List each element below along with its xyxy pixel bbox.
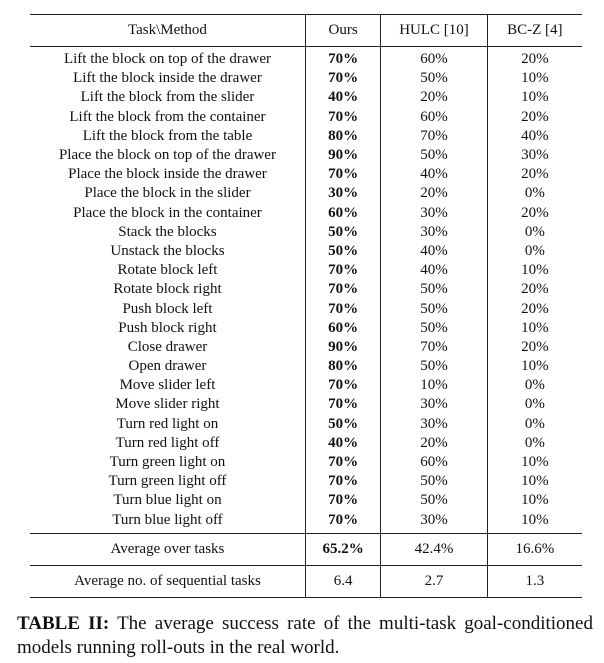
hulc-cell: 70% [381, 127, 487, 146]
results-table-container [30, 14, 582, 598]
table-caption [17, 612, 593, 660]
bcz-cell: 10% [487, 453, 582, 472]
task-cell: Place the block in the slider [84, 185, 251, 202]
ours-cell: 50% [305, 415, 380, 434]
task-cell: Close drawer [127, 338, 208, 355]
ours-cell: 70% [305, 453, 380, 472]
header-task: Task\Method [127, 22, 207, 38]
task-cell: Lift the block inside the drawer [73, 70, 262, 87]
ours-cell: 70% [305, 511, 380, 534]
ours-cell: 90% [305, 146, 380, 165]
table-row [30, 88, 582, 107]
ours-cell: 40% [305, 434, 380, 453]
header-hulc: HULC [10] [381, 15, 487, 47]
bcz-cell: 10% [487, 491, 582, 510]
task-cell: Open drawer [128, 358, 207, 375]
caption-text: The average success rate of the multi-task goal-conditioned models running roll-outs in the real world. [17, 613, 593, 658]
bcz-cell: 10% [487, 69, 582, 88]
bcz-cell: 20% [487, 165, 582, 184]
bcz-cell: 10% [487, 472, 582, 491]
ours-cell: 70% [305, 472, 380, 491]
hulc-cell: 70% [381, 338, 487, 357]
hulc-cell: 60% [381, 108, 487, 127]
average-ours: 65.2% [305, 533, 380, 565]
hulc-cell: 20% [381, 184, 487, 203]
average-label: Average over tasks [110, 540, 225, 557]
task-cell: Turn red light on [116, 415, 219, 432]
ours-cell: 60% [305, 319, 380, 338]
sequential-row [30, 565, 582, 597]
task-cell: Move slider right [115, 396, 220, 413]
table-body [30, 47, 582, 534]
table-row [30, 472, 582, 491]
bcz-cell: 40% [487, 127, 582, 146]
table-row [30, 146, 582, 165]
hulc-cell: 50% [381, 69, 487, 88]
hulc-cell: 40% [381, 165, 487, 184]
table-row [30, 223, 582, 242]
bcz-cell: 0% [487, 395, 582, 414]
table-row [30, 338, 582, 357]
ours-cell: 70% [305, 491, 380, 510]
bcz-cell: 10% [487, 357, 582, 376]
table-row [30, 434, 582, 453]
bcz-cell: 0% [487, 223, 582, 242]
table-row [30, 108, 582, 127]
hulc-cell: 50% [381, 146, 487, 165]
bcz-cell: 10% [487, 511, 582, 534]
table-row [30, 491, 582, 510]
table-row [30, 280, 582, 299]
average-hulc: 42.4% [381, 533, 487, 565]
task-cell: Lift the block from the table [82, 127, 253, 144]
table-row [30, 165, 582, 184]
task-cell: Push block right [118, 319, 217, 336]
hulc-cell: 30% [381, 204, 487, 223]
ours-cell: 70% [305, 165, 380, 184]
task-cell: Place the block on top of the drawer [58, 147, 276, 164]
ours-cell: 50% [305, 223, 380, 242]
task-cell: Lift the block from the container [69, 108, 266, 125]
bcz-cell: 20% [487, 280, 582, 299]
hulc-cell: 50% [381, 472, 487, 491]
ours-cell: 40% [305, 88, 380, 107]
average-bcz: 16.6% [487, 533, 582, 565]
ours-cell: 70% [305, 299, 380, 318]
sequential-ours: 6.4 [305, 565, 380, 597]
task-cell: Stack the blocks [118, 223, 217, 240]
task-cell: Move slider left [119, 377, 216, 394]
hulc-cell: 50% [381, 319, 487, 338]
table-row [30, 69, 582, 88]
sequential-hulc: 2.7 [381, 565, 487, 597]
bcz-cell: 20% [487, 204, 582, 223]
task-cell: Place the block inside the drawer [68, 166, 267, 183]
task-cell: Rotate block left [117, 262, 218, 279]
task-cell: Lift the block from the slider [80, 89, 255, 106]
hulc-cell: 60% [381, 453, 487, 472]
sequential-bcz: 1.3 [487, 565, 582, 597]
ours-cell: 60% [305, 204, 380, 223]
table-row [30, 415, 582, 434]
table-row [30, 204, 582, 223]
hulc-cell: 50% [381, 491, 487, 510]
task-cell: Rotate block right [113, 281, 222, 298]
table-row [30, 299, 582, 318]
ours-cell: 70% [305, 280, 380, 299]
bcz-cell: 20% [487, 108, 582, 127]
hulc-cell: 50% [381, 280, 487, 299]
hulc-cell: 30% [381, 415, 487, 434]
hulc-cell: 30% [381, 223, 487, 242]
bcz-cell: 0% [487, 184, 582, 203]
ours-cell: 70% [305, 47, 380, 70]
bcz-cell: 10% [487, 88, 582, 107]
hulc-cell: 30% [381, 395, 487, 414]
bcz-cell: 0% [487, 415, 582, 434]
hulc-cell: 50% [381, 357, 487, 376]
bcz-cell: 20% [487, 47, 582, 70]
bcz-cell: 20% [487, 338, 582, 357]
ours-cell: 80% [305, 357, 380, 376]
ours-cell: 50% [305, 242, 380, 261]
ours-cell: 80% [305, 127, 380, 146]
header-ours: Ours [305, 15, 380, 47]
table-row [30, 511, 582, 534]
bcz-cell: 10% [487, 319, 582, 338]
ours-cell: 70% [305, 376, 380, 395]
table-row [30, 127, 582, 146]
table-row [30, 184, 582, 203]
hulc-cell: 60% [381, 47, 487, 70]
hulc-cell: 40% [381, 242, 487, 261]
ours-cell: 70% [305, 261, 380, 280]
table-row [30, 261, 582, 280]
caption-label: TABLE II: [17, 613, 110, 634]
average-row [30, 533, 582, 565]
task-cell: Turn blue light off [112, 511, 223, 528]
task-cell: Turn green light off [108, 473, 227, 490]
task-cell: Place the block in the container [73, 204, 262, 221]
table-row [30, 47, 582, 70]
ours-cell: 70% [305, 395, 380, 414]
table-row [30, 453, 582, 472]
sequential-label: Average no. of sequential tasks [74, 572, 261, 589]
table-row [30, 376, 582, 395]
hulc-cell: 20% [381, 434, 487, 453]
table-header-row [30, 15, 582, 47]
ours-cell: 30% [305, 184, 380, 203]
task-cell: Unstack the blocks [110, 242, 225, 259]
table-row [30, 242, 582, 261]
table-row [30, 319, 582, 338]
task-cell: Turn green light on [109, 454, 226, 471]
ours-cell: 90% [305, 338, 380, 357]
results-table [30, 14, 582, 598]
bcz-cell: 20% [487, 299, 582, 318]
header-bcz: BC-Z [4] [487, 15, 582, 47]
hulc-cell: 10% [381, 376, 487, 395]
ours-cell: 70% [305, 69, 380, 88]
task-cell: Turn blue light on [113, 492, 222, 509]
ours-cell: 70% [305, 108, 380, 127]
bcz-cell: 0% [487, 434, 582, 453]
table-row [30, 357, 582, 376]
hulc-cell: 40% [381, 261, 487, 280]
bcz-cell: 10% [487, 261, 582, 280]
hulc-cell: 50% [381, 299, 487, 318]
task-cell: Push block left [122, 300, 213, 317]
hulc-cell: 30% [381, 511, 487, 534]
bcz-cell: 0% [487, 376, 582, 395]
bcz-cell: 30% [487, 146, 582, 165]
hulc-cell: 20% [381, 88, 487, 107]
table-row [30, 395, 582, 414]
bcz-cell: 0% [487, 242, 582, 261]
task-cell: Turn red light off [115, 434, 220, 451]
task-cell: Lift the block on top of the drawer [63, 51, 271, 68]
